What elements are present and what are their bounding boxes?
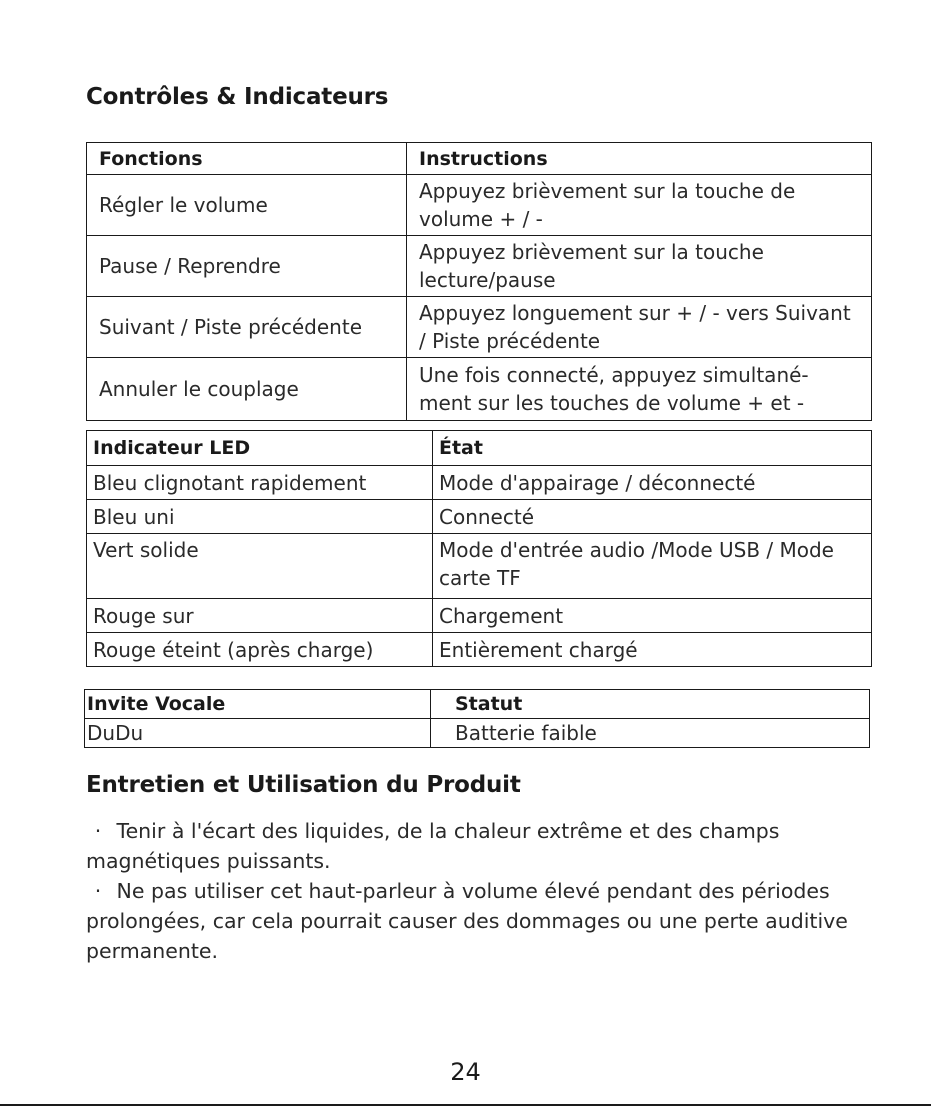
table-row — [87, 633, 872, 667]
function-cell: Suivant / Piste précédente — [87, 297, 407, 358]
table-row — [87, 236, 872, 297]
voice-prompt-cell: DuDu — [85, 719, 431, 748]
led-state-cell: Mode d'entrée audio /Mode USB / Mode carte TF — [433, 534, 872, 599]
table-row — [87, 175, 872, 236]
care-bullet-text: Ne pas utiliser cet haut-parleur à volume élevé pendant des périodes prolongées, car cela pourrait causer des dommages ou une perte auditive permanente. — [86, 879, 848, 963]
table-header-row — [87, 431, 872, 466]
function-cell: Pause / Reprendre — [87, 236, 407, 297]
instruction-cell: Appuyez brièvement sur la touche de volume + / - — [407, 175, 872, 236]
controls-table — [86, 142, 872, 421]
function-cell: Annuler le couplage — [87, 358, 407, 421]
table-header-row — [87, 143, 872, 175]
instruction-cell: Une fois connecté, appuyez simultané-ment sur les touches de volume + et - — [407, 358, 872, 421]
column-header-status: Statut — [431, 690, 870, 719]
page-number: 24 — [450, 1058, 481, 1086]
instruction-cell: Appuyez longuement sur + / - vers Suivant / Piste précédente — [407, 297, 872, 358]
table-row — [87, 599, 872, 633]
bullet-dot-icon: · — [94, 819, 102, 843]
table-row — [85, 719, 870, 748]
led-state-cell: Chargement — [433, 599, 872, 633]
table-row — [87, 466, 872, 500]
column-header-functions: Fonctions — [87, 143, 407, 175]
led-indicator-cell: Rouge sur — [87, 599, 433, 633]
bottom-divider — [0, 1104, 931, 1106]
column-header-instructions: Instructions — [407, 143, 872, 175]
table-row — [87, 500, 872, 534]
led-state-cell: Connecté — [433, 500, 872, 534]
bullet-dot-icon: · — [94, 879, 102, 903]
care-bullet — [86, 816, 876, 876]
column-header-state: État — [433, 431, 872, 466]
led-indicator-cell: Bleu uni — [87, 500, 433, 534]
column-header-led-indicator: Indicateur LED — [87, 431, 433, 466]
led-state-cell: Mode d'appairage / déconnecté — [433, 466, 872, 500]
table-row — [87, 358, 872, 421]
section-title-controls: Contrôles & Indicateurs — [86, 84, 389, 110]
table-header-row — [85, 690, 870, 719]
led-indicator-table — [86, 430, 872, 667]
led-indicator-cell: Rouge éteint (après charge) — [87, 633, 433, 667]
led-state-cell: Entièrement chargé — [433, 633, 872, 667]
led-indicator-cell: Bleu clignotant rapidement — [87, 466, 433, 500]
column-header-voice-prompt: Invite Vocale — [85, 690, 431, 719]
function-cell: Régler le volume — [87, 175, 407, 236]
voice-status-cell: Batterie faible — [431, 719, 870, 748]
voice-prompt-table — [84, 689, 870, 748]
section-title-care: Entretien et Utilisation du Produit — [86, 772, 521, 798]
table-row — [87, 534, 872, 599]
led-indicator-cell: Vert solide — [87, 534, 433, 599]
table-row — [87, 297, 872, 358]
care-bullet — [86, 876, 876, 966]
instruction-cell: Appuyez brièvement sur la touche lecture/pause — [407, 236, 872, 297]
care-bullet-text: Tenir à l'écart des liquides, de la chaleur extrême et des champs magnétiques puissants. — [86, 819, 780, 873]
